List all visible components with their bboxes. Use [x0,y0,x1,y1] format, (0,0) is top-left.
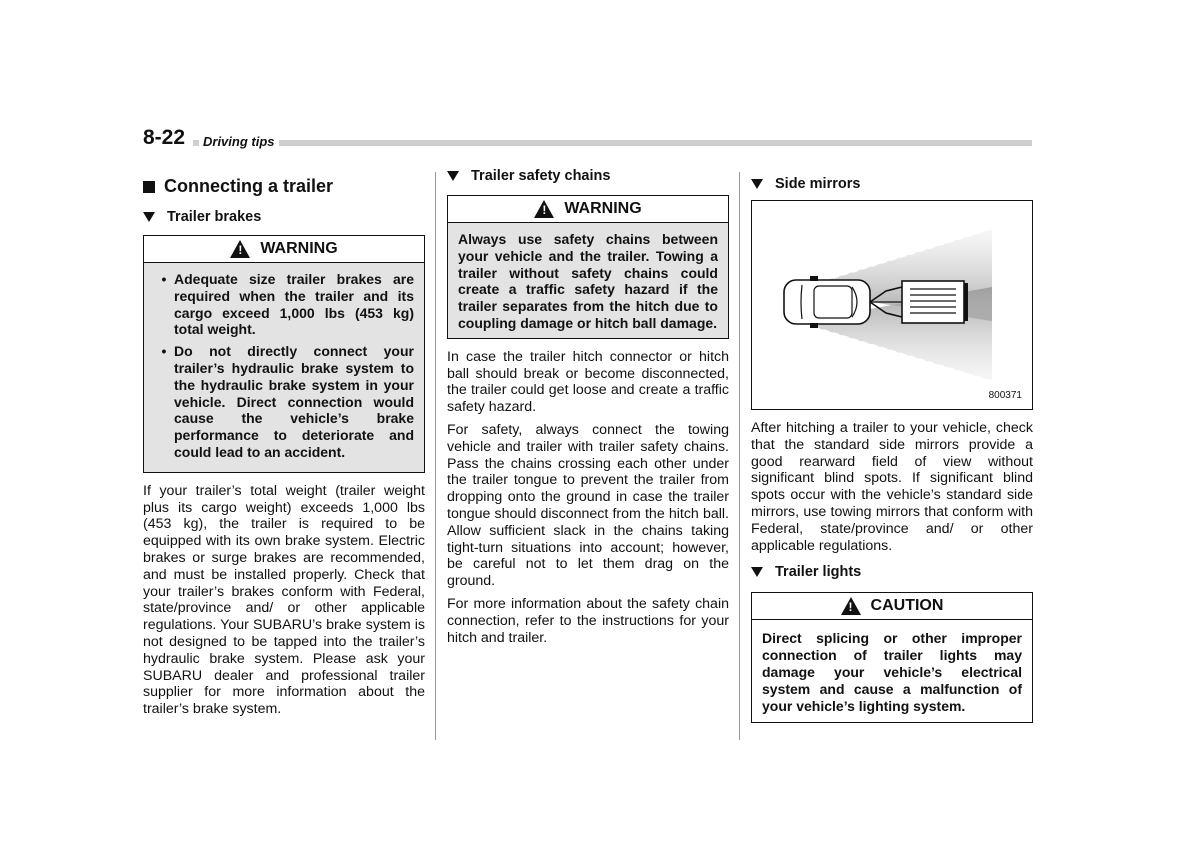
figure-id: 800371 [988,390,1022,401]
warning-body: Always use safety chains between your vehicle and the trailer. Towing a trailer without safety chains could create a traffic safety hazard if the trailer separates from the hitch due to coupling damage or hitch ball damage. [447,223,729,339]
paragraph: For more information about the safety chain connection, refer to the instructions for your hitch and trailer. [447,595,729,646]
page-header [143,124,1032,154]
subhead-side-mirrors: Side mirrors [751,176,1033,192]
trailer-icon [902,281,968,323]
paragraph: If your trailer’s total weight (trailer weight plus its cargo weight) exceeds 1,000 lbs (453 kg), the trailer is required to be equipped with its own brake system. Electric brakes or surge brakes are recommended, and must be installed properly. Check that your trailer’s brakes conform with Federal, state/province and/ or other applicable regulations. Your SUBARU’s brake system is not designed to be tapped into the trailer’s hydraulic brake system. Please ask your SUBARU dealer and professional trailer supplier for more information about the trailer’s brake system. [143,482,425,718]
warning-header: ! WARNING [143,235,425,263]
page-number: 8-22 [143,126,191,150]
warning-icon: ! [230,240,250,258]
subhead-safety-chains: Trailer safety chains [447,168,729,184]
caution-icon: ! [841,597,861,615]
triangle-down-icon [143,212,155,222]
list-item: • Do not directly connect your trailer’s hydraulic brake system to the hydraulic brake system in your vehicle. Direct connection would cause the vehicle’s brake performance to deteriorate and could lead to an accident. [161,343,414,460]
column-divider [739,172,740,740]
column-2 [447,168,729,652]
triangle-down-icon [751,567,763,577]
mirror-view-diagram [751,200,1033,410]
warning-body [143,263,425,473]
square-bullet-icon [143,181,155,193]
paragraph: In case the trailer hitch connector or hitch ball should break or become disconnected, the trailer could get loose and create a traffic safety hazard. [447,348,729,416]
triangle-down-icon [751,179,763,189]
section-title: Connecting a trailer [143,176,425,197]
list-item: • Adequate size trailer brakes are required when the trailer and its cargo exceed 1,000 lbs (453 kg) total weight. [161,271,414,338]
warning-header: ! WARNING [447,195,729,223]
column-divider [435,172,436,740]
mirror-view-illustration [752,201,1031,407]
triangle-down-icon [447,171,459,181]
paragraph: After hitching a trailer to your vehicle, check that the standard side mirrors provide a good rearward field of view without significant blind spots. If significant blind spots occur with the vehicle’s standard side mirrors, use towing mirrors that conform with Federal, state/province and/ or other applicable regulations. [751,420,1033,554]
column-1 [143,168,425,724]
section-name: Driving tips [199,134,279,149]
warning-icon: ! [534,200,554,218]
header-rule [193,140,1032,146]
car-icon [784,276,870,328]
caution-header: ! CAUTION [751,592,1033,620]
subhead-trailer-brakes: Trailer brakes [143,209,425,225]
column-3 [751,176,1033,723]
caution-body: Direct splicing or other improper connection of trailer lights may damage your vehicle’s electrical system and cause a malfunction of your vehicle’s lighting system. [751,620,1033,723]
paragraph: For safety, always connect the towing vehicle and trailer with trailer safety chains. Pass the chains crossing each other under the trailer tongue to prevent the trailer from dropping onto the ground in case the trailer tongue should disconnect from the hitch ball. Allow sufficient slack in the chains taking tight-turn situations into account; however, be careful not to let them drag on the ground. [447,421,729,590]
subhead-trailer-lights: Trailer lights [751,564,1033,580]
